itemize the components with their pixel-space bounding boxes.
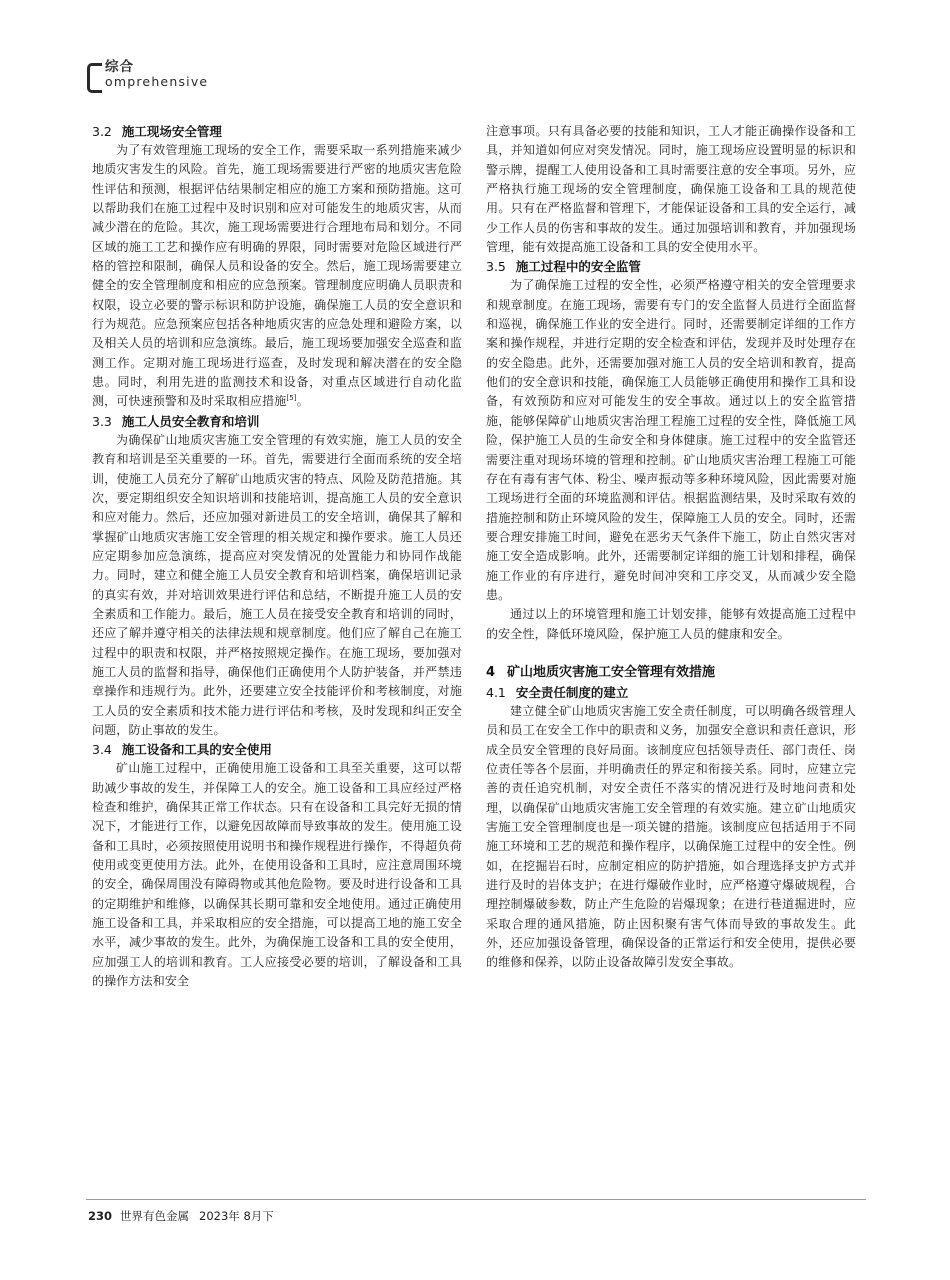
paragraph-3-5-a: 为了确保施工过程的安全性，必须严格遵守相关的安全管理要求和规章制度。在施工现场，需要有专门的安全监督人员进行全面监督和巡视，确保施工作业的安全进行。同时，还需要制定详细的工作方案和操作规程，并进行定期的安全检查和评估，发现并及时处理存在的安全隐患。此外，还需要加强对施工人员的安全培训和教育，提高他们的安全意识和技能，确保施工人员能够正确使用和操作工具和设备，有效预防和应对可能发生的安全事故。通过以上的安全监管措施，能够保障矿山地质灾害治理工程施工过程的安全性，降低施工风险，保护施工人员的生命安全和身体健康。施工过程中的安全监管还需要注重对现场环境的管理和控制。矿山地质灾害治理工程施工可能存在有毒有害气体、粉尘、噪声振动等多种环境风险，因此需要对施工现场进行全面的环境监测和评估。根据监测结果，及时采取有效的措施控制和防止环境风险的发生，保障施工人员的安全。同时，还需要合理安排施工时间，避免在恶劣天气条件下施工，防止自然灾害对施工安全造成影响。此外，还需要制定详细的施工计划和排程，确保施工作业的有序进行，避免时间冲突和工序交叉，从而减少安全隐患。: [486, 278, 856, 602]
journal-name: 世界有色金属: [120, 1209, 190, 1223]
paragraph-3-5-b: 通过以上的环境管理和施工计划安排，能够有效提高施工过程中的安全性，降低环境风险，保护施工人员的健康和安全。: [486, 607, 856, 641]
heading-number: 3.4: [92, 742, 112, 758]
heading-4-1: [486, 683, 856, 702]
page-footer: [88, 1208, 284, 1224]
section-name-cn: 综合: [105, 59, 134, 75]
paragraph-3-4: 矿山施工过程中，正确使用施工设备和工具至关重要，这可以帮助减少事故的发生，并保障工人的安全。施工设备和工具应经过严格检查和维护，确保其正常工作状态。只有在设备和工具完好无损的情况下，才能进行工作，以避免因故障而导致事故的发生。使用施工设备和工具时，必须按照使用说明书和操作规程进行操作，不得超负荷使用或变更使用方法。此外，在使用设备和工具时，应注意周围环境的安全，确保周围没有障碍物或其他危险物。要及时进行设备和工具的定期维护和维修，以确保其长期可靠和安全地使用。通过正确使用施工设备和工具，并采取相应的安全措施，可以提高工地的施工安全水平，减少事故的发生。此外，为确保施工设备和工具的安全使用，应加强工人的培训和教育。工人应接受必要的培训，了解设备和工具的操作方法和安全: [92, 761, 462, 989]
paragraph-3-3: 为确保矿山地质灾害施工安全管理的有效实施，施工人员的安全教育和培训是至关重要的一环。首先，需要进行全面而系统的安全培训，使施工人员充分了解矿山地质灾害的特点、风险及防范措施。其次，要定期组织安全知识培训和技能培训，提高施工人员的安全意识和应对能力。然后，还应加强对新进员工的安全培训，确保其了解和掌握矿山地质灾害施工安全管理的相关规定和操作要求。施工人员还应定期参加应急演练，提高应对突发情况的处置能力和协同作战能力。同时，建立和健全施工人员安全教育和培训档案，确保培训记录的真实有效，并对培训效果进行评估和总结，不断提升施工人员的安全素质和工作能力。最后，施工人员在接受安全教育和培训的同时，还应了解并遵守相关的法律法规和规章制度。他们应了解自己在施工过程中的职责和权限，并严格按照规定操作。在施工现场，要加强对施工人员的监督和指导，确保他们正确使用个人防护装备，并严禁违章操作和违规行为。此外，还要建立安全技能评价和考核制度，对施工人员的安全素质和技术能力进行评估和考核，及时发现和纠正安全问题，防止事故的发生。: [92, 432, 462, 737]
paragraph-end: 。: [296, 394, 309, 409]
paragraph-text: 为了有效管理施工现场的安全工作，需要采取一系列措施来减少地质灾害发生的风险。首先，施工现场需要进行严密的地质灾害危险性评估和预测，根据评估结果制定相应的施工方案和预防措施。这可以帮助我们在施工过程中及时识别和应对可能发生的地质灾害，从而减少潜在的危险。其次，施工现场需要进行合理地布局和划分。不同区域的施工工艺和操作应有明确的界限，同时需要对危险区域进行严格的管控和限制，确保人员和设备的安全。然后，施工现场需要建立健全的安全管理制度和相应的应急预案。管理制度应明确人员职责和权限，设立必要的警示标识和防护设施，确保施工人员的安全意识和行为规范。应急预案应包括各种地质灾害的应急处理和避险方案，以及相关人员的培训和应急演练。最后，施工现场要加强安全巡查和监测工作。定期对施工现场进行巡查，及时发现和解决潜在的安全隐患。同时，利用先进的监测技术和设备，对重点区域进行自动化监测，可快速预警和及时采取相应措施: [92, 143, 462, 409]
heading-3-4: [92, 740, 462, 759]
section-masthead: [87, 60, 257, 94]
heading-title: 安全责任制度的建立: [515, 684, 629, 700]
heading-title: 矿山地质灾害施工安全管理有效措施: [507, 664, 716, 680]
heading-3-5: [486, 257, 856, 276]
heading-number: 3.3: [92, 413, 112, 429]
heading-title: 施工设备和工具的安全使用: [121, 742, 272, 758]
section-name-en: omprehensive: [105, 74, 209, 89]
footer-divider: [86, 1199, 866, 1200]
paragraph-3-4-continued: 注意事项。只有具备必要的技能和知识，工人才能正确操作设备和工具，并知道如何应对突发情况。同时，施工现场应设置明显的标识和警示牌，提醒工人使用设备和工具时需要注意的安全事项。另外，应严格执行施工现场的安全管理制度，确保施工设备和工具的规范使用。只有在严格监督和管理下，才能保证设备和工具的安全运行，减少工作人员的伤害和事故的发生。通过加强培训和教育，并加强现场管理，能有效提高施工设备和工具的安全使用水平。: [486, 124, 856, 255]
heading-number: 3.2: [92, 124, 112, 139]
heading-title: 施工现场安全管理: [121, 124, 222, 139]
page-number: 230: [88, 1209, 113, 1223]
section-logo-bracket: [87, 63, 102, 93]
heading-number: 4.1: [486, 684, 506, 700]
section-gap: [486, 644, 856, 663]
paragraph-4-1: 建立健全矿山地质灾害施工安全责任制度，可以明确各级管理人员和员工在安全工作中的职责和义务，加强安全意识和责任意识，形成全员安全管理的良好局面。该制度应包括领导责任、部门责任、岗位责任等各个层面，并明确责任的界定和衔接关系。同时，应建立完善的责任追究机制，对安全责任不落实的情况进行及时地问责和处理，以确保矿山地质灾害施工安全管理的有效实施。建立矿山地质灾害施工安全管理制度也是一项关键的措施。该制度应包括适用于不同施工环境和工艺的规范和操作程序，以确保施工过程中的安全性。例如，在挖掘岩石时，应制定相应的防护措施，如合理选择支护方式并进行及时的岩体支护；在进行爆破作业时，应严格遵守爆破规程，合理控制爆破参数，防止产生危险的岩爆现象；在进行巷道掘进时，应采取合理的通风措施，防止因积聚有害气体而导致的事故发生。此外，还应加强设备管理，确保设备的正常运行和安全使用，提供必要的维修和保养，以防止设备故障引发安全事故。: [486, 703, 856, 970]
heading-number: 4: [486, 664, 496, 680]
right-column: [486, 122, 856, 973]
reference-marker: [5]: [286, 394, 297, 403]
issue-date: 2023年 8月下: [199, 1209, 274, 1223]
heading-title: 施工过程中的安全监管: [515, 259, 641, 275]
heading-3-3: [92, 412, 462, 431]
heading-number: 3.5: [486, 259, 506, 275]
heading-3-2: [92, 122, 462, 141]
paragraph-3-2: [92, 141, 462, 412]
heading-title: 施工人员安全教育和培训: [121, 413, 260, 429]
left-column: [92, 122, 462, 991]
heading-4: [486, 663, 856, 683]
